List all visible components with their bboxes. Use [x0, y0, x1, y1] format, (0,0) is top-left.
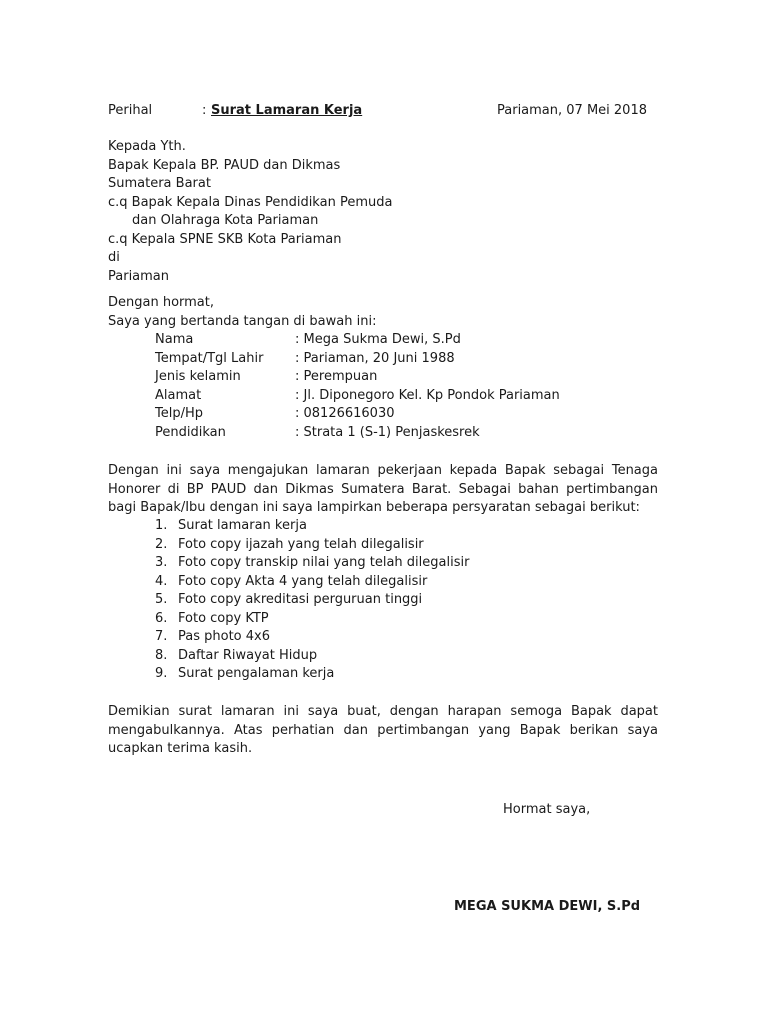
list-item	[155, 610, 469, 629]
list-text: Foto copy ijazah yang telah dilegalisir	[178, 536, 424, 552]
place-date: Pariaman, 07 Mei 2018	[497, 103, 647, 118]
closing-paragraph: Demikian surat lamaran ini saya buat, dengan harapan semoga Bapak dapat mengabulkannya. Atas perhatian dan pertimbangan yang Bapak berikan saya ucapkan terima kasih.	[108, 704, 658, 756]
subject-separator: :	[202, 103, 207, 118]
identity-row	[155, 424, 560, 443]
list-item	[155, 573, 469, 592]
recipient-line: dan Olahraga Kota Pariaman	[132, 213, 319, 228]
list-number: 3.	[155, 555, 168, 570]
intro-text: Saya yang bertanda tangan di bawah ini:	[108, 313, 377, 329]
identity-value: : Jl. Diponegoro Kel. Kp Pondok Pariaman	[295, 387, 560, 403]
list-text: Foto copy transkip nilai yang telah dilegalisir	[178, 555, 470, 570]
list-text: Foto copy KTP	[178, 610, 269, 626]
identity-label: Nama	[155, 332, 194, 347]
list-number: 7.	[155, 629, 168, 644]
greeting: Dengan hormat,	[108, 295, 215, 310]
identity-label: Telp/Hp	[155, 406, 204, 421]
list-item	[155, 591, 469, 610]
subject-label: Perihal	[108, 103, 153, 118]
identity-row	[155, 350, 560, 369]
recipient-line: c.q Bapak Kepala Dinas Pendidikan Pemuda	[108, 194, 393, 210]
list-text: Foto copy akreditasi perguruan tinggi	[178, 592, 423, 607]
list-item	[155, 517, 469, 536]
signer-name: MEGA SUKMA DEWI, S.Pd	[454, 899, 641, 914]
attachment-list	[155, 517, 469, 684]
identity-label: Alamat	[155, 387, 202, 403]
identity-label: Pendidikan	[155, 424, 226, 440]
list-text: Daftar Riwayat Hidup	[178, 647, 318, 663]
list-item	[155, 647, 469, 666]
list-text: Pas photo 4x6	[178, 629, 270, 644]
list-number: 1.	[155, 518, 168, 533]
identity-row	[155, 405, 560, 424]
recipient-line: c.q Kepala SPNE SKB Kota Pariaman	[108, 231, 342, 247]
identity-value: : Pariaman, 20 Juni 1988	[295, 350, 455, 366]
list-text: Surat lamaran kerja	[178, 518, 307, 533]
identity-value: : Mega Sukma Dewi, S.Pd	[295, 332, 461, 347]
list-item	[155, 536, 469, 555]
recipient-line: Pariaman	[108, 268, 170, 284]
closing-salutation: Hormat saya,	[503, 802, 591, 817]
list-number: 8.	[155, 647, 168, 663]
list-number: 2.	[155, 536, 168, 552]
list-item	[155, 628, 469, 647]
recipient-block	[108, 138, 392, 286]
identity-value: : Strata 1 (S-1) Penjaskesrek	[295, 424, 480, 440]
body-paragraph: Dengan ini saya mengajukan lamaran pekerjaan kepada Bapak sebagai Tenaga Honorer di BP PAUD dan Dikmas Sumatera Barat. Sebagai bahan pertimbangan bagi Bapak/Ibu dengan ini saya lampirkan beberapa persyaratan sebagai berikut:	[108, 463, 658, 515]
identity-label: Tempat/Tgl Lahir	[155, 350, 264, 366]
list-number: 5.	[155, 592, 168, 607]
recipient-line: Kepada Yth.	[108, 139, 186, 154]
recipient-line: Bapak Kepala BP. PAUD dan Dikmas	[108, 157, 341, 173]
subject-value: Surat Lamaran Kerja	[211, 103, 363, 118]
identity-value: : 08126616030	[295, 406, 395, 421]
list-item	[155, 554, 469, 573]
identity-row	[155, 331, 560, 350]
opening-block	[108, 294, 376, 331]
identity-table	[155, 331, 560, 442]
list-number: 6.	[155, 610, 168, 626]
list-text: Surat pengalaman kerja	[178, 666, 335, 681]
identity-value: : Perempuan	[295, 369, 378, 384]
recipient-line: Sumatera Barat	[108, 176, 211, 191]
list-item	[155, 665, 469, 684]
identity-row	[155, 387, 560, 406]
recipient-line: di	[108, 250, 120, 265]
list-number: 4.	[155, 573, 168, 589]
identity-row	[155, 368, 560, 387]
identity-label: Jenis kelamin	[155, 369, 241, 384]
list-text: Foto copy Akta 4 yang telah dilegalisir	[178, 573, 428, 589]
list-number: 9.	[155, 666, 168, 681]
